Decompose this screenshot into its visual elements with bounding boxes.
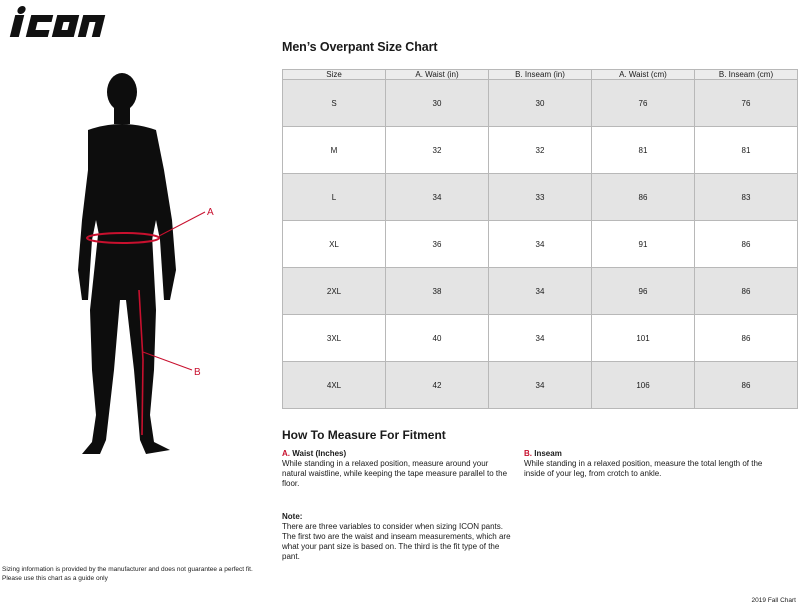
inseam-heading	[524, 449, 764, 459]
note-heading: Note:	[282, 512, 303, 521]
inseam-label-b: B	[194, 367, 201, 378]
column-header-waist-in: A. Waist (in)	[386, 70, 489, 80]
note-text: There are three variables to consider when sizing ICON pants. The first two are the waist and inseam measurements, which are what your pant size is based on. The third is the fit type of the pant.	[282, 522, 511, 561]
inseam-cm-cell: 81	[695, 127, 798, 174]
waist-cm-cell: 96	[592, 268, 695, 315]
inseam-letter: B.	[524, 449, 532, 458]
inseam-cm-cell: 83	[695, 174, 798, 221]
inseam-description: While standing in a relaxed position, measure the total length of the inside of your leg, from crotch to ankle.	[524, 459, 763, 478]
column-header-inseam-cm: B. Inseam (cm)	[695, 70, 798, 80]
table-row	[283, 80, 798, 127]
size-chart-table	[282, 69, 798, 409]
chart-title: Men’s Overpant Size Chart	[282, 40, 438, 54]
disclaimer-line-2: Please use this chart as a guide only	[2, 575, 108, 582]
inseam-in-cell: 34	[489, 315, 592, 362]
inseam-cm-cell: 86	[695, 362, 798, 409]
table-header-row	[283, 70, 798, 80]
waist-label-a: A	[207, 207, 214, 218]
size-cell: 3XL	[283, 315, 386, 362]
silhouette-shape	[78, 73, 176, 454]
waist-heading-text: Waist (Inches)	[292, 449, 347, 458]
size-cell: M	[283, 127, 386, 174]
waist-cm-cell: 91	[592, 221, 695, 268]
inseam-in-cell: 34	[489, 221, 592, 268]
waist-in-cell: 32	[386, 127, 489, 174]
table-row	[283, 362, 798, 409]
waist-cm-cell: 81	[592, 127, 695, 174]
column-header-inseam-in: B. Inseam (in)	[489, 70, 592, 80]
inseam-in-cell: 32	[489, 127, 592, 174]
waist-in-cell: 40	[386, 315, 489, 362]
waist-cm-cell: 101	[592, 315, 695, 362]
waist-in-cell: 34	[386, 174, 489, 221]
waist-cm-cell: 106	[592, 362, 695, 409]
waist-description: While standing in a relaxed position, measure around your natural waistline, while keeping the tape measure parallel to the floor.	[282, 459, 508, 488]
disclaimer-line-1: Sizing information is provided by the manufacturer and does not guarantee a perfect fit.	[2, 566, 253, 573]
disclaimer	[2, 565, 282, 583]
waist-instructions	[282, 449, 512, 489]
inseam-in-cell: 34	[489, 362, 592, 409]
inseam-in-cell: 30	[489, 80, 592, 127]
size-cell: L	[283, 174, 386, 221]
size-cell: S	[283, 80, 386, 127]
column-header-waist-cm: A. Waist (cm)	[592, 70, 695, 80]
inseam-cm-cell: 86	[695, 268, 798, 315]
table-row	[283, 268, 798, 315]
inseam-cm-cell: 86	[695, 315, 798, 362]
waist-heading	[282, 449, 512, 459]
waist-letter: A.	[282, 449, 290, 458]
body-silhouette-figure	[60, 70, 240, 470]
size-cell: XL	[283, 221, 386, 268]
inseam-in-cell: 33	[489, 174, 592, 221]
inseam-instructions	[524, 449, 764, 479]
table-row	[283, 174, 798, 221]
inseam-in-cell: 34	[489, 268, 592, 315]
size-cell: 2XL	[283, 268, 386, 315]
inseam-heading-text: Inseam	[534, 449, 562, 458]
waist-in-cell: 30	[386, 80, 489, 127]
waist-in-cell: 38	[386, 268, 489, 315]
waist-in-cell: 42	[386, 362, 489, 409]
chart-year-label: 2019 Fall Chart	[751, 597, 796, 604]
waist-cm-cell: 76	[592, 80, 695, 127]
table-row	[283, 315, 798, 362]
note-section	[282, 512, 512, 562]
waist-cm-cell: 86	[592, 174, 695, 221]
howto-title: How To Measure For Fitment	[282, 428, 446, 442]
table-row	[283, 221, 798, 268]
column-header-size: Size	[283, 70, 386, 80]
icon-brand-logo	[4, 4, 138, 42]
table-row	[283, 127, 798, 174]
size-cell: 4XL	[283, 362, 386, 409]
waist-in-cell: 36	[386, 221, 489, 268]
inseam-cm-cell: 86	[695, 221, 798, 268]
inseam-cm-cell: 76	[695, 80, 798, 127]
